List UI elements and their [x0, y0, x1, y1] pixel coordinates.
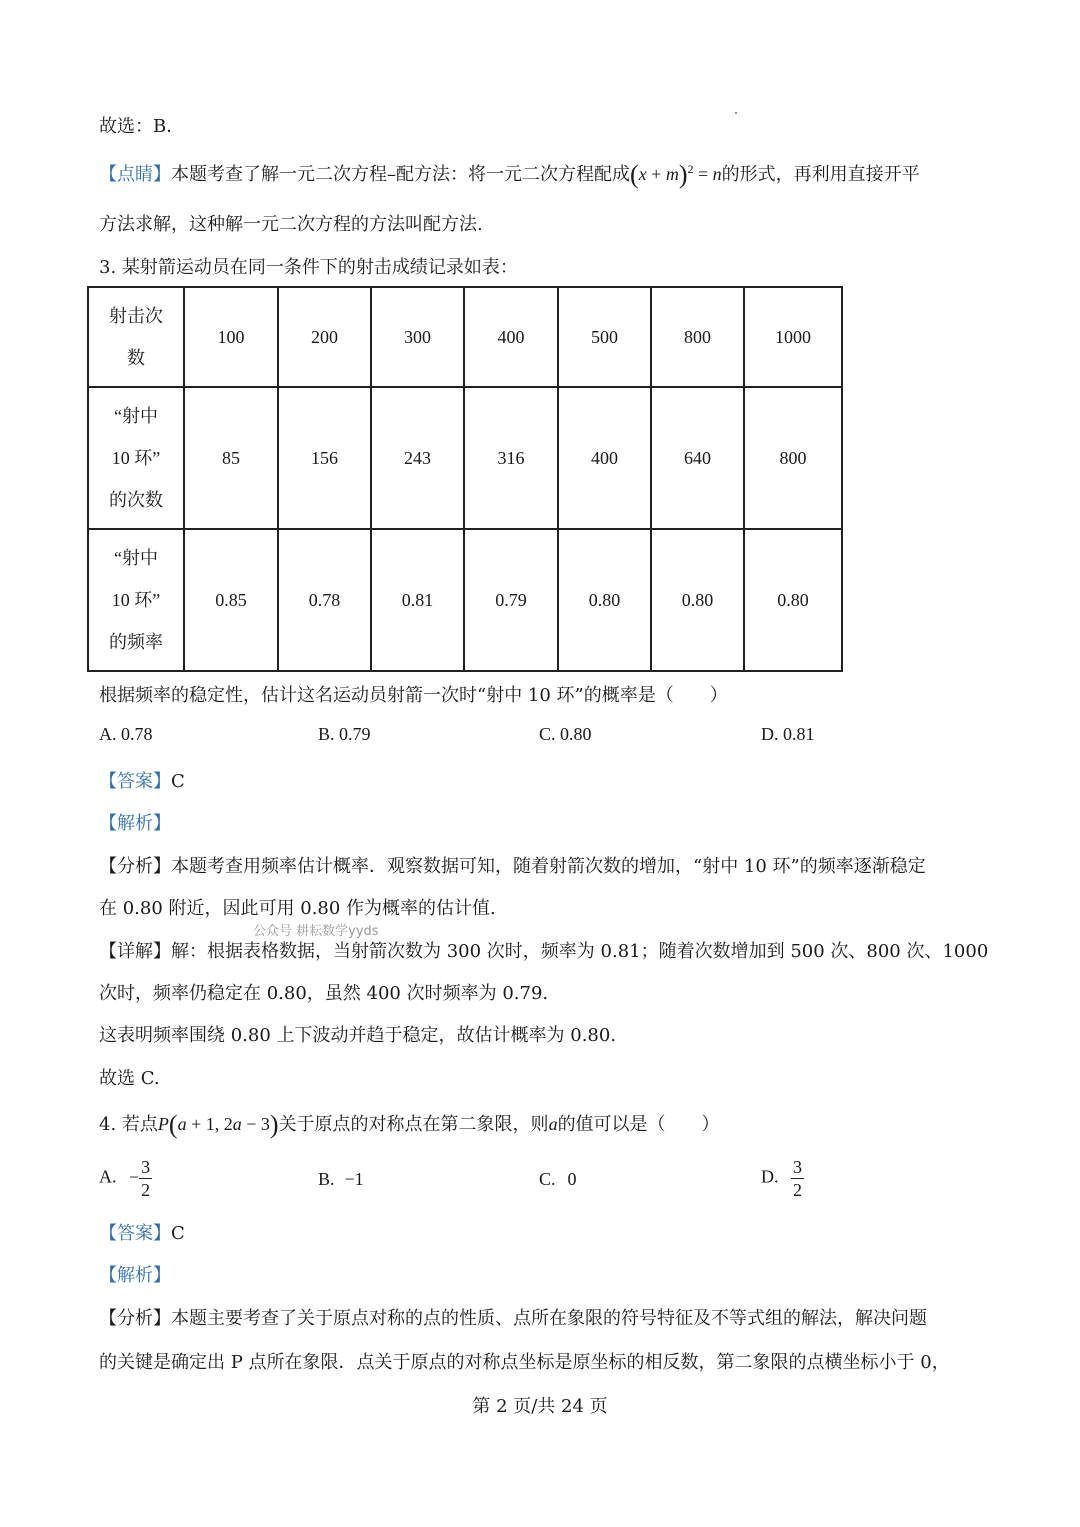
speck [735, 112, 737, 114]
table-cell: 400 [464, 287, 558, 387]
table-cell: 0.78 [278, 529, 371, 671]
question-3-stem: 3. 某射箭运动员在同一条件下的射击成绩记录如表： [99, 257, 518, 278]
table-cell: 500 [558, 287, 651, 387]
table-cell: 800 [651, 287, 744, 387]
question-4-stem: 4. 若点P(a + 1, 2a − 3)关于原点的对称点在第二象限，则a的值可以是（ ） [99, 1110, 720, 1139]
table-cell: 100 [184, 287, 278, 387]
table-cell: 0.81 [371, 529, 464, 671]
table-cell: 0.80 [558, 529, 651, 671]
q3-conclusion: 故选 C. [99, 1068, 160, 1089]
note-label: 【点睛】 [99, 164, 171, 185]
q3-fenxi-line-1: 【分析】本题考查用频率估计概率．观察数据可知，随着射箭次数的增加，“射中 10 环”的频率逐渐稳定 [99, 856, 926, 877]
q3-option-d: D. 0.81 [761, 724, 815, 744]
fraction: $\frac{3}{2}$ [141, 1157, 151, 1200]
question-3-prompt: 根据频率的稳定性，估计这名运动员射箭一次时“射中 10 环”的概率是（ ） [99, 685, 728, 706]
q3-detail-line-1: 【详解】解：根据表格数据，当射箭次数为 300 次时，频率为 0.81；随着次数增加到 500 次、800 次、1000 [99, 941, 989, 962]
shooting-record-table [87, 286, 843, 672]
q4-option-c: C. 0 [539, 1169, 577, 1189]
completed-square-formula: $(x + m)^2 = n$ [630, 160, 722, 189]
table-cell: 200 [278, 287, 371, 387]
q3-option-b: B. 0.79 [318, 724, 371, 744]
q4-option-d: D. $\frac{3}{2}$ [761, 1157, 802, 1200]
watermark: 公众号 耕耘数学yyds [253, 924, 379, 939]
q3-option-c: C. 0.80 [539, 724, 592, 744]
table-cell: 0.79 [464, 529, 558, 671]
frequency-row [88, 529, 842, 671]
q3-fenxi-line-2: 在 0.80 附近，因此可用 0.80 作为概率的估计值. [99, 898, 496, 919]
note-text: 本题考查了解一元二次方程–配方法：将一元二次方程配成 [171, 164, 630, 185]
table-cell: 0.85 [184, 529, 278, 671]
hits-row [88, 387, 842, 529]
q3-option-a: A. 0.78 [99, 724, 153, 744]
row-header-frequency: “射中 10 环” 的频率 [88, 529, 184, 671]
point-expression: P(a + 1, 2a − 3) [157, 1110, 279, 1139]
previous-answer-conclusion: 故选：B． [99, 116, 185, 137]
note-line-1 [99, 160, 920, 190]
table-cell: 640 [651, 387, 744, 529]
q3-detail-line-3: 这表明频率围绕 0.80 上下波动并趋于稳定，故估计概率为 0.80. [99, 1025, 617, 1046]
q4-analysis-label: 【解析】 [99, 1265, 171, 1286]
page-footer: 第 2 页/共 24 页 [472, 1396, 608, 1417]
table-cell: 0.80 [744, 529, 842, 671]
table-cell: 1000 [744, 287, 842, 387]
q4-fenxi-line-2: 的关键是确定出 P 点所在象限．点关于原点的对称点坐标是原坐标的相反数，第二象限的点横坐标小于 0， [99, 1352, 950, 1373]
q3-answer: 【答案】C [99, 771, 185, 792]
q4-option-a: A. − $\frac{3}{2}$ [99, 1157, 151, 1200]
q4-fenxi-line-1: 【分析】本题主要考查了关于原点对称的点的性质、点所在象限的符号特征及不等式组的解法，解决问题 [99, 1308, 927, 1329]
q4-answer: 【答案】C [99, 1223, 185, 1244]
table-cell: 800 [744, 387, 842, 529]
table-cell: 156 [278, 387, 371, 529]
note-line-2: 方法求解，这种解一元二次方程的方法叫配方法. [99, 214, 483, 235]
table-cell: 300 [371, 287, 464, 387]
table-cell: 316 [464, 387, 558, 529]
table-cell: 400 [558, 387, 651, 529]
table-cell: 243 [371, 387, 464, 529]
q3-analysis-label: 【解析】 [99, 813, 171, 834]
q4-option-b: B. −1 [318, 1169, 364, 1189]
note-text-after: 的形式，再利用直接开平 [721, 164, 920, 185]
table-cell: 85 [184, 387, 278, 529]
q3-detail-line-2: 次时，频率仍稳定在 0.80，虽然 400 次时频率为 0.79. [99, 983, 549, 1004]
row-header-shots: 射击次 数 [88, 287, 184, 387]
table-cell: 0.80 [651, 529, 744, 671]
row-header-hits: “射中 10 环” 的次数 [88, 387, 184, 529]
shots-row [88, 287, 842, 387]
fraction: $\frac{3}{2}$ [793, 1157, 802, 1200]
